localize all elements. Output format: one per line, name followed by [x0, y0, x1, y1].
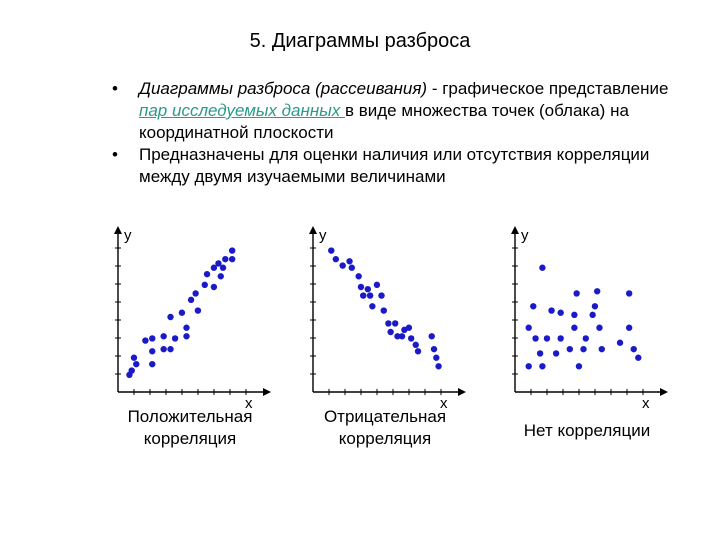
data-point	[167, 346, 173, 352]
data-point	[360, 292, 366, 298]
data-point	[358, 284, 364, 290]
positive-correlation-chart	[100, 220, 280, 410]
caption-line-1: Положительная	[127, 407, 253, 426]
data-point	[179, 310, 185, 316]
data-point	[218, 273, 224, 279]
data-point	[548, 307, 554, 313]
data-point	[617, 340, 623, 346]
data-point	[530, 303, 536, 309]
data-point	[220, 265, 226, 271]
data-point	[222, 256, 228, 262]
caption-line-2: корреляция	[143, 429, 237, 448]
negative-correlation-chart	[295, 220, 475, 410]
data-point	[553, 350, 559, 356]
x-axis-label: x	[245, 395, 253, 412]
data-point	[583, 335, 589, 341]
y-arrow-icon	[114, 226, 122, 234]
data-point	[635, 355, 641, 361]
data-point	[160, 333, 166, 339]
data-point	[328, 247, 334, 253]
data-point	[367, 292, 373, 298]
data-point	[413, 342, 419, 348]
data-point	[573, 290, 579, 296]
data-point	[211, 284, 217, 290]
no-correlation-panel	[497, 220, 677, 460]
negative-correlation-caption	[285, 406, 485, 450]
data-point	[349, 265, 355, 271]
data-point	[557, 310, 563, 316]
data-point	[526, 325, 532, 331]
y-axis-label: y	[124, 227, 132, 244]
data-point	[539, 265, 545, 271]
x-arrow-icon	[263, 388, 271, 396]
data-point	[167, 314, 173, 320]
data-point	[589, 312, 595, 318]
slide-title: 5. Диаграммы разброса	[249, 30, 471, 52]
data-point	[160, 346, 166, 352]
data-point	[192, 290, 198, 296]
data-point	[596, 325, 602, 331]
data-point	[204, 271, 210, 277]
caption-line-1: Нет корреляции	[523, 421, 651, 440]
data-point	[149, 335, 155, 341]
bullet-icon: •	[112, 79, 118, 98]
bullet-list	[112, 78, 672, 188]
data-point	[333, 256, 339, 262]
positive-correlation-caption	[90, 406, 290, 450]
data-point	[571, 312, 577, 318]
data-point	[365, 286, 371, 292]
bullet-icon: •	[112, 145, 118, 164]
data-point	[339, 262, 345, 268]
caption-line-1: Отрицательная	[323, 407, 447, 426]
x-arrow-icon	[660, 388, 668, 396]
data-point	[537, 350, 543, 356]
x-axis-label: x	[642, 395, 650, 412]
data-pairs-link[interactable]: пар исследуемых данных	[139, 101, 345, 120]
data-point	[580, 346, 586, 352]
data-point	[131, 355, 137, 361]
data-point	[431, 346, 437, 352]
data-point	[369, 303, 375, 309]
data-point	[594, 288, 600, 294]
data-point	[392, 320, 398, 326]
data-point	[229, 256, 235, 262]
caption-line-2: корреляция	[338, 429, 432, 448]
data-point	[526, 363, 532, 369]
definition-text-rest: в виде множества точек (облака) на координатной плоскости	[139, 101, 629, 142]
data-point	[408, 335, 414, 341]
data-point	[567, 346, 573, 352]
y-arrow-icon	[511, 226, 519, 234]
x-axis-label: x	[440, 395, 448, 412]
data-point	[539, 363, 545, 369]
data-point	[576, 363, 582, 369]
data-point	[401, 327, 407, 333]
definition-text: - графическое представление	[427, 79, 669, 98]
data-point	[149, 361, 155, 367]
data-point	[433, 355, 439, 361]
no-correlation-chart	[497, 220, 677, 410]
data-point	[129, 367, 135, 373]
data-point	[149, 348, 155, 354]
data-point	[631, 346, 637, 352]
data-point	[346, 258, 352, 264]
bullet-item-purpose	[112, 144, 672, 188]
data-point	[592, 303, 598, 309]
data-point	[532, 335, 538, 341]
x-arrow-icon	[458, 388, 466, 396]
data-point	[374, 282, 380, 288]
data-point	[183, 333, 189, 339]
data-point	[557, 335, 563, 341]
data-point	[195, 307, 201, 313]
data-point	[183, 325, 189, 331]
y-arrow-icon	[309, 226, 317, 234]
y-axis-label: y	[521, 227, 529, 244]
data-point	[381, 307, 387, 313]
data-point	[172, 335, 178, 341]
bullet-item-definition	[112, 78, 672, 144]
data-point	[626, 290, 632, 296]
data-point	[385, 320, 391, 326]
data-point	[626, 325, 632, 331]
data-point	[229, 247, 235, 253]
data-point	[355, 273, 361, 279]
data-point	[571, 325, 577, 331]
data-point	[599, 346, 605, 352]
data-point	[429, 333, 435, 339]
scatter-panels	[0, 220, 720, 460]
data-point	[415, 348, 421, 354]
data-point	[544, 335, 550, 341]
data-point	[387, 329, 393, 335]
negative-correlation-panel	[295, 220, 475, 460]
data-point	[142, 337, 148, 343]
no-correlation-caption	[487, 420, 687, 442]
positive-correlation-panel	[100, 220, 280, 460]
purpose-text: Предназначены для оценки наличия или отсутствия корреляции между двумя изучаемыми величинами	[139, 145, 650, 186]
y-axis-label: y	[319, 227, 327, 244]
data-point	[188, 297, 194, 303]
data-point	[378, 292, 384, 298]
data-point	[133, 361, 139, 367]
data-point	[399, 333, 405, 339]
data-point	[202, 282, 208, 288]
data-point	[435, 363, 441, 369]
term-scatter-diagrams: Диаграммы разброса (рассеивания)	[139, 79, 428, 98]
